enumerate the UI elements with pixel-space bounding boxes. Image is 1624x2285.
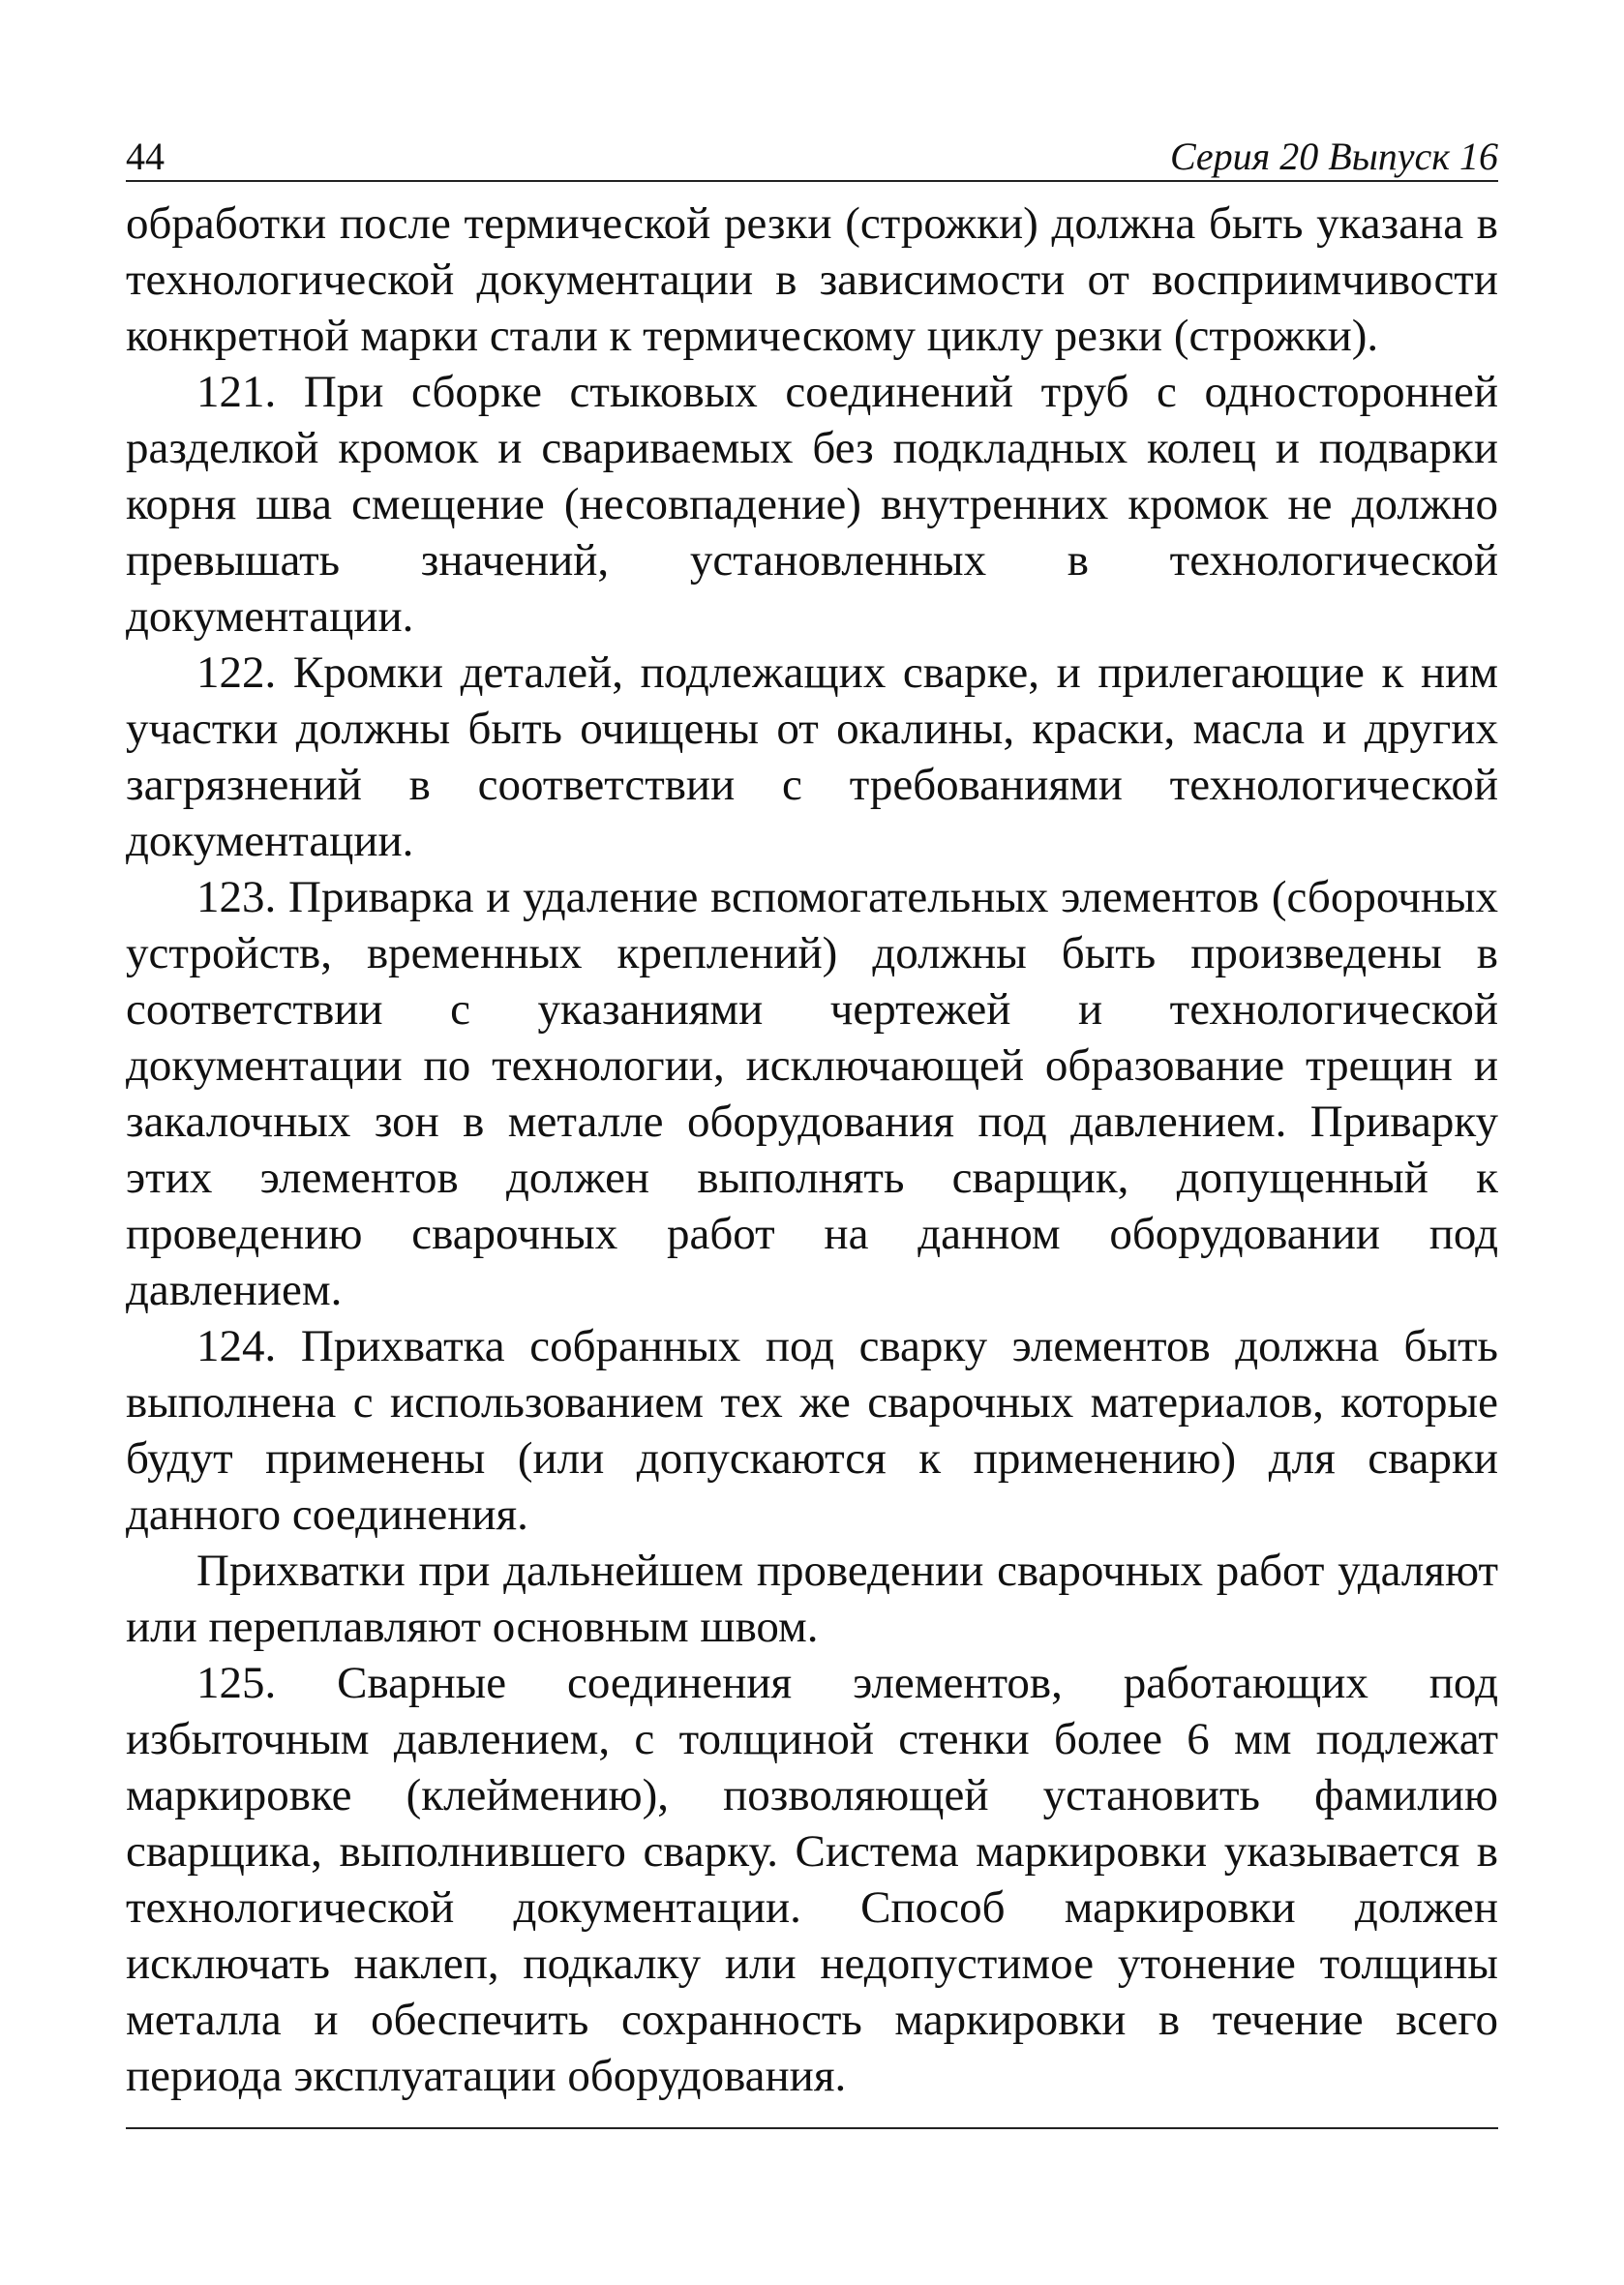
footer-divider xyxy=(126,2127,1498,2129)
page-number: 44 xyxy=(126,135,165,178)
paragraph-124-note: Прихватки при дальнейшем проведении сварочных работ удаляют или переплавляют основным швом. xyxy=(126,1546,1498,1652)
paragraph-123: 123. Приварка и удаление вспомогательных элементов (сборочных устройств, временных креплений) должны быть произведены в соответствии с указаниями чертежей и технологической документации по технологии, исключающей образование трещин и закалочных зон в металле оборудования под давлением. Приварку этих элементов должен выполнять сварщик, допущенный к проведению сварочных работ на данном оборудовании под давлением. xyxy=(126,872,1498,1315)
page-header xyxy=(126,126,1498,182)
paragraph-125: 125. Сварные соединения элементов, работающих под избыточным давлением, с толщиной стенки более 6 мм подлежат маркировке (клеймению), позволяющей установить фамилию сварщика, выполнившего сварку. Система маркировки указывается в технологической документации. Способ маркировки должен исключать наклеп, подкалку или недопустимое утонение толщины металла и обеспечить сохранность маркировки в течение всего периода эксплуатации оборудования. xyxy=(126,1658,1498,2101)
body-text xyxy=(126,195,1498,2104)
paragraph-121: 121. При сборке стыковых соединений труб с односторонней разделкой кромок и свариваемых без подкладных колец и подварки корня шва смещение (несовпадение) внутренних кромок не должно превышать значений, установленных в технологической документации. xyxy=(126,367,1498,642)
paragraph-124: 124. Прихватка собранных под сварку элементов должна быть выполнена с использованием тех же сварочных материалов, которые будут применены (или допускаются к применению) для сварки данного соединения. xyxy=(126,1321,1498,1540)
running-title: Серия 20 Выпуск 16 xyxy=(1169,135,1498,178)
document-page xyxy=(126,126,1498,2129)
paragraph-continuation: обработки после термической резки (строжки) должна быть указана в технологической документации в зависимости от восприимчивости конкретной марки стали к термическому циклу резки (строжки). xyxy=(126,198,1498,361)
paragraph-122: 122. Кромки деталей, подлежащих сварке, и прилегающие к ним участки должны быть очищены от окалины, краски, масла и других загрязнений в соответствии с требованиями технологической документации. xyxy=(126,647,1498,866)
